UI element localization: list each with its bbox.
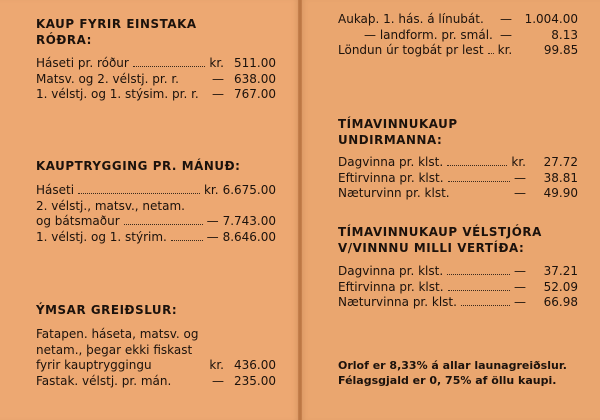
holiday-pay-note: Orlof er 8,33% á allar launagreiðslur.: [338, 359, 567, 372]
rate-label: Aukaþ. 1. hás. á línubát.: [338, 12, 484, 26]
section-misc-payments: [36, 302, 276, 389]
rate-value: 511.00: [234, 56, 276, 70]
rate-row: [36, 214, 276, 230]
rate-label: fyrir kauptryggingu: [36, 358, 152, 372]
rate-value: 37.21: [543, 264, 578, 278]
rate-value: 52.09: [543, 279, 578, 294]
union-fee-note: Félagsgjald er 0, 75% af öllu kaupi.: [338, 374, 557, 387]
section-extras: [338, 12, 578, 59]
rate-label: Dagvinna pr. klst.: [338, 264, 444, 278]
text-row: [36, 343, 276, 359]
rate-value: 235.00: [234, 373, 276, 388]
rate-row: [338, 12, 578, 28]
leader-dots: [78, 193, 200, 194]
rate-value: 6.675.00: [222, 183, 276, 197]
rate-row: [338, 186, 578, 202]
rate-row: [338, 155, 578, 171]
section-hourly-crew: [338, 116, 578, 202]
rate-unit: kr.: [203, 183, 219, 197]
section-heading: ÝMSAR GREIÐSLUR:: [36, 302, 178, 317]
rate-row: [36, 358, 276, 374]
rate-label: og bátsmaður: [36, 214, 120, 228]
right-page: [300, 0, 600, 420]
text-row: [36, 327, 276, 343]
rate-value: 767.00: [234, 87, 276, 101]
rate-value: 66.98: [543, 295, 578, 309]
rate-row: [36, 183, 276, 199]
rate-label: Fatapen. háseta, matsv. og: [36, 327, 199, 341]
section-heading: TÍMAVINNUKAUP UNDIRMANNA:: [338, 116, 458, 147]
rate-unit: —: [206, 214, 219, 228]
rate-unit: —: [514, 295, 526, 309]
rate-value: 38.81: [543, 170, 578, 185]
rate-row: [36, 230, 276, 246]
section-monthly-guarantee: [36, 158, 276, 245]
rate-row: [36, 72, 276, 88]
rate-unit: —: [514, 264, 526, 278]
leader-dots: [171, 240, 203, 241]
rate-label: Næturvinna pr. klst.: [338, 295, 457, 309]
rate-row: [36, 56, 276, 72]
rate-row: [338, 28, 578, 44]
leader-dots: [448, 181, 510, 182]
rate-row: [36, 87, 276, 103]
leader-dots: [124, 224, 203, 225]
leader-dots: [488, 53, 494, 54]
rate-unit: —: [514, 186, 526, 200]
section-single-trips: [36, 16, 276, 103]
rate-label: 1. vélstj. og 1. stýrim.: [36, 229, 167, 244]
rate-label: — landform. pr. smál.: [364, 27, 493, 42]
rate-row: [338, 295, 578, 311]
rate-label: netam., þegar ekki fiskast: [36, 342, 193, 357]
rate-unit: —: [212, 71, 224, 86]
leader-dots: [461, 305, 510, 306]
rate-label: Háseti: [36, 183, 75, 197]
rate-label: Löndun úr togbát pr lest: [338, 43, 484, 57]
rate-unit: —: [500, 12, 512, 26]
rate-label: 2. vélstj., matsv., netam.: [36, 198, 185, 213]
rate-unit: —: [206, 229, 219, 244]
leader-dots: [133, 66, 206, 67]
rate-row: [36, 199, 276, 215]
section-notes: [338, 358, 588, 388]
rate-unit: —: [212, 373, 224, 388]
section-hourly-engineers: [338, 224, 578, 311]
rate-unit: kr.: [209, 56, 224, 70]
rate-label: Eftirvinna pr. klst.: [338, 279, 444, 294]
rate-label: Matsv. og 2. vélstj. pr. r.: [36, 71, 179, 86]
section-heading: KAUPTRYGGING PR. MÁNUÐ:: [36, 158, 241, 173]
rate-row: [338, 43, 578, 59]
leader-dots: [448, 290, 510, 291]
section-heading: KAUP FYRIR EINSTAKA RÓÐRA:: [36, 16, 197, 47]
rate-value: 8.646.00: [222, 229, 276, 244]
rate-unit: kr.: [497, 43, 513, 57]
rate-label: Eftirvinna pr. klst.: [338, 170, 444, 185]
rate-unit: kr.: [511, 155, 526, 169]
rate-value: 8.13: [551, 27, 578, 42]
rate-unit: —: [514, 170, 526, 185]
section-heading: TÍMAVINNUKAUP VÉLSTJÓRA V/VINNNU MILLI VERTÍÐA:: [338, 224, 542, 255]
rate-row: [36, 374, 276, 390]
rate-value: 638.00: [234, 71, 276, 86]
page-fold: [298, 0, 302, 420]
rate-label: Háseti pr. róður: [36, 56, 129, 70]
rate-value: 99.85: [543, 43, 579, 57]
rate-value: 1.004.00: [524, 12, 578, 26]
rate-label: Næturvinn pr. klst.: [338, 186, 450, 200]
rate-value: 436.00: [234, 358, 276, 372]
rate-label: Dagvinna pr. klst.: [338, 155, 444, 169]
rate-row: [338, 280, 578, 296]
leader-dots: [447, 274, 510, 275]
rate-value: 27.72: [543, 155, 578, 169]
rate-row: [338, 264, 578, 280]
rate-label: Fastak. vélstj. pr. mán.: [36, 373, 172, 388]
rate-label: 1. vélstj. og 1. stýsim. pr. r.: [36, 87, 199, 101]
leader-dots: [447, 165, 507, 166]
rate-value: 49.90: [543, 186, 578, 200]
rate-row: [338, 171, 578, 187]
rate-unit: —: [500, 27, 512, 42]
rate-unit: —: [514, 279, 526, 294]
rate-unit: —: [212, 87, 224, 101]
rate-value: 7.743.00: [222, 214, 276, 228]
rate-unit: kr.: [209, 358, 224, 372]
